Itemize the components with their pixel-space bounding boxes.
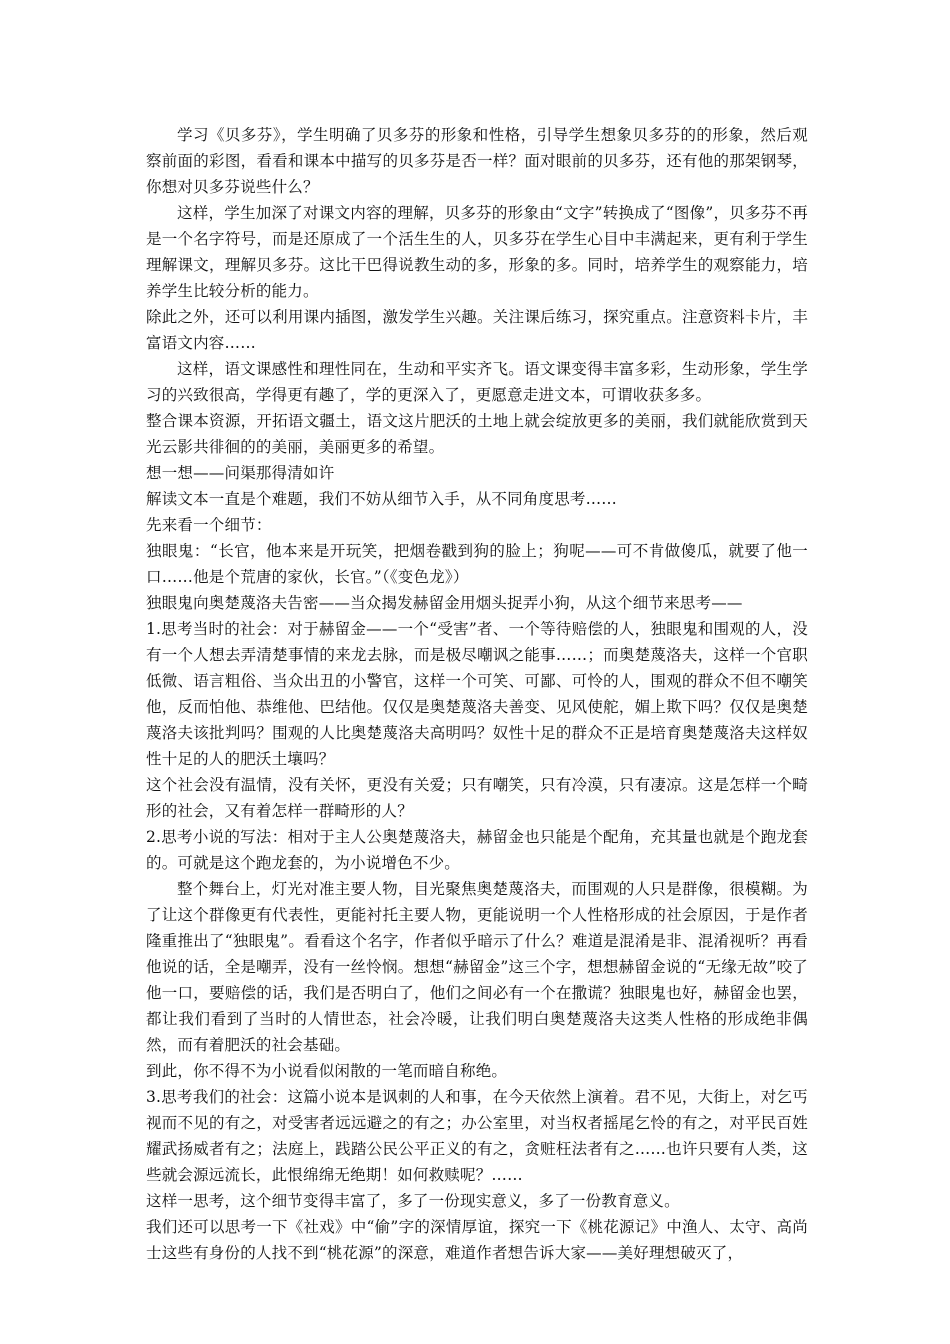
paragraph-17: 这样一思考，这个细节变得丰富了，多了一份现实意义，多了一份教育意义。 <box>146 1192 680 1210</box>
paragraph-10: 独眼鬼向奥楚蔑洛夫告密——当众揭发赫留金用烟头捉弄小狗，从这个细节来思考—— <box>146 594 743 612</box>
paragraph-2: 这样，学生加深了对课文内容的理解，贝多芬的形象由“文字”转换成了“图像”，贝多芬不再是一个名字符号，而是还原成了一个活生生的人，贝多芬在学生心目中丰满起来，更有利于学生理解课文，理解贝多芬。这比干巴得说教生动的多，形象的多。同时，培养学生的观察能力，培养学生比较分析的能力。 <box>146 204 808 300</box>
paragraph-15: 到此，你不得不为小说看似闲散的一笔而暗自称绝。 <box>146 1062 508 1080</box>
paragraph-8: 先来看一个细节： <box>146 516 272 534</box>
paragraph-3: 除此之外，还可以利用课内插图，激发学生兴趣。关注课后练习，探究重点。注意资料卡片，丰富语文内容…… <box>146 308 808 352</box>
paragraph-12: 这个社会没有温情，没有关怀，更没有关爱；只有嘲笑，只有冷漠，只有凄凉。这是怎样一个畸形的社会，又有着怎样一群畸形的人？ <box>146 776 808 820</box>
point-3-paragraph: 3.思考我们的社会：这篇小说本是讽刺的人和事，在今天依然上演着。君不见，大街上，对乞丐视而不见的有之，对受害者远远避之的有之；办公室里，对当权者摇尾乞怜的有之，对平民百姓耀武扬威者有之；法庭上，践踏公民公平正义的有之，贪赃枉法者有之……也许只要有人类，这些就会源远流长，此恨绵绵无绝期！如何救赎呢？…… <box>146 1088 808 1184</box>
document-body <box>146 122 808 1266</box>
paragraph-18: 我们还可以思考一下《社戏》中“偷”字的深情厚谊，探究一下《桃花源记》中渔人、太守、高尚士这些有身份的人找不到“桃花源”的深意，难道作者想告诉大家——美好理想破灭了， <box>146 1218 808 1262</box>
section-heading: 想一想——问渠那得清如许 <box>146 464 335 482</box>
paragraph-14: 整个舞台上，灯光对准主要人物，目光聚焦奥楚蔑洛夫，而围观的人只是群像，很模糊。为了让这个群像更有代表性，更能衬托主要人物，更能说明一个人性格形成的社会原因，于是作者隆重推出了“独眼鬼”。看看这个名字，作者似乎暗示了什么？难道是混淆是非、混淆视听？再看他说的话，全是嘲弄，没有一丝怜悯。想想“赫留金”这三个字，想想赫留金说的“无缘无故”咬了他一口，要赔偿的话，我们是否明白了，他们之间必有一个在撒谎？独眼鬼也好，赫留金也罢，都让我们看到了当时的人情世态，社会冷暖，让我们明白奥楚蔑洛夫这类人性格的形成绝非偶然，而有着肥沃的社会基础。 <box>146 880 808 1054</box>
paragraph-7: 解读文本一直是个难题，我们不妨从细节入手，从不同角度思考…… <box>146 490 618 508</box>
quote-paragraph: 独眼鬼：“长官，他本来是开玩笑，把烟卷戳到狗的脸上；狗呢——可不肯做傻瓜，就要了他一口……他是个荒唐的家伙，长官。”（《变色龙》） <box>146 542 808 586</box>
paragraph-4: 这样，语文课感性和理性同在，生动和平实齐飞。语文课变得丰富多彩，生动形象，学生学习的兴致很高，学得更有趣了，学的更深入了，更愿意走进文本，可谓收获多多。 <box>146 360 808 404</box>
point-1-paragraph: 1.思考当时的社会：对于赫留金——一个“受害”者、一个等待赔偿的人，独眼鬼和围观的人，没有一个人想去弄清楚事情的来龙去脉，而是极尽嘲讽之能事……；而奥楚蔑洛夫，这样一个官职低微、语言粗俗、当众出丑的小警官，这样一个可笑、可鄙、可怜的人，围观的群众不但不嘲笑他，反而怕他、恭维他、巴结他。仅仅是奥楚蔑洛夫善变、见风使舵，媚上欺下吗？仅仅是奥楚蔑洛夫该批判吗？围观的人比奥楚蔑洛夫高明吗？奴性十足的群众不正是培育奥楚蔑洛夫这样奴性十足的人的肥沃土壤吗？ <box>146 620 808 768</box>
point-2-paragraph: 2.思考小说的写法：相对于主人公奥楚蔑洛夫，赫留金也只能是个配角，充其量也就是个跑龙套的。可就是这个跑龙套的，为小说增色不少。 <box>146 828 808 872</box>
paragraph-1: 学习《贝多芬》，学生明确了贝多芬的形象和性格，引导学生想象贝多芬的的形象，然后观察前面的彩图，看看和课本中描写的贝多芬是否一样？面对眼前的贝多芬，还有他的那架钢琴，你想对贝多芬说些什么？ <box>146 126 808 196</box>
paragraph-5: 整合课本资源，开拓语文疆土，语文这片肥沃的土地上就会绽放更多的美丽，我们就能欣赏到天光云影共徘徊的的美丽，美丽更多的希望。 <box>146 412 808 456</box>
